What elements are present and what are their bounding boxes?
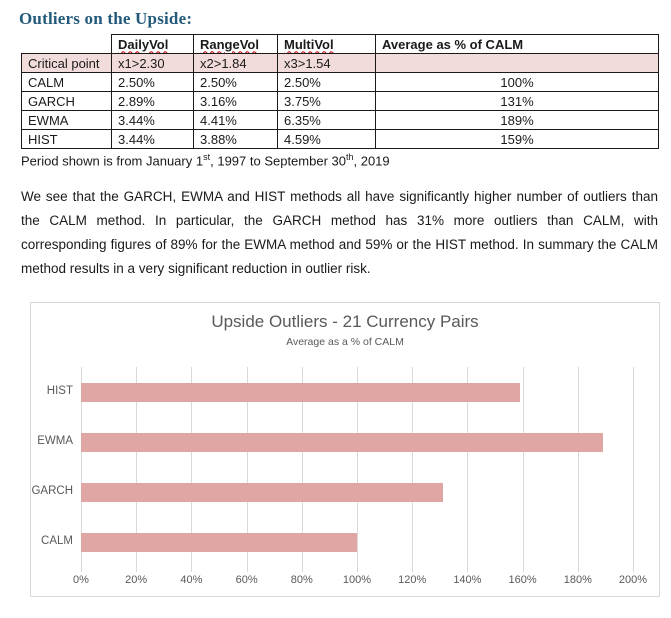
table-header-blank-cell bbox=[22, 35, 112, 54]
period-note bbox=[21, 152, 671, 168]
column-header-label: RangeVol bbox=[200, 36, 259, 52]
bar-hist bbox=[81, 383, 520, 402]
table-row-ewma bbox=[22, 111, 659, 130]
ordinal-superscript: st bbox=[203, 152, 211, 162]
table-cell: 100% bbox=[376, 73, 659, 92]
column-header-average: Average as % of CALM bbox=[376, 35, 659, 54]
gridline bbox=[523, 367, 524, 572]
gridline bbox=[578, 367, 579, 572]
bar-chart-frame bbox=[30, 302, 660, 597]
x-axis-tick-label: 60% bbox=[235, 574, 258, 587]
x-axis-tick-label: 0% bbox=[73, 574, 89, 587]
table-cell: 2.50% bbox=[112, 73, 194, 92]
gridline bbox=[633, 367, 634, 572]
x-axis-tick-label: 140% bbox=[453, 574, 482, 587]
table-cell: 3.75% bbox=[278, 92, 376, 111]
table-cell: 189% bbox=[376, 111, 659, 130]
outliers-table bbox=[21, 34, 659, 149]
category-label-hist: HIST bbox=[46, 385, 73, 398]
bar-calm bbox=[81, 533, 357, 552]
chart-subtitle: Average as a % of CALM bbox=[286, 336, 404, 349]
table-cell: 3.16% bbox=[194, 92, 278, 111]
row-label: CALM bbox=[22, 73, 112, 92]
table-cell: 2.50% bbox=[278, 73, 376, 92]
analysis-paragraph: We see that the GARCH, EWMA and HIST methods all have significantly higher number of outliers than the CALM method. In particular, the GARCH method has 31% more outliers than CALM, with corresponding figures of 89% for the EWMA method and 59% or the HIST method. In summary the CALM method results in a very significant reduction in outlier risk. bbox=[21, 189, 658, 277]
table-cell: 2.89% bbox=[112, 92, 194, 111]
x-axis-tick-label: 40% bbox=[180, 574, 203, 587]
row-label: GARCH bbox=[22, 92, 112, 111]
category-label-garch: GARCH bbox=[31, 485, 73, 498]
column-header-rangevol bbox=[194, 35, 278, 54]
x-axis-tick-label: 100% bbox=[342, 574, 372, 587]
x-axis-tick-label: 80% bbox=[290, 574, 313, 587]
x-axis-tick-label: 200% bbox=[618, 574, 648, 587]
period-note-text: , 1997 to September 30 bbox=[210, 153, 346, 169]
section-heading: Outliers on the Upside: bbox=[19, 9, 193, 28]
row-label: EWMA bbox=[22, 111, 112, 130]
table-cell: x1>2.30 bbox=[112, 54, 194, 73]
column-header-label: DailyVol bbox=[118, 36, 169, 52]
x-axis-tick-label: 120% bbox=[398, 574, 427, 587]
category-label-ewma: EWMA bbox=[37, 435, 73, 448]
period-note-text: , 2019 bbox=[353, 153, 390, 169]
bar-ewma bbox=[81, 433, 603, 452]
table-row-hist bbox=[22, 130, 659, 149]
table-cell: 3.44% bbox=[112, 111, 194, 130]
table-cell: x3>1.54 bbox=[278, 54, 376, 73]
chart-plot-area bbox=[81, 367, 633, 567]
table-row-calm bbox=[22, 73, 659, 92]
table-cell: 3.88% bbox=[194, 130, 278, 149]
x-axis-tick-label: 20% bbox=[125, 574, 148, 587]
column-header-multivol bbox=[278, 35, 376, 54]
row-label: Critical point bbox=[22, 54, 112, 73]
ordinal-superscript: th bbox=[345, 152, 354, 162]
x-axis-tick-label: 160% bbox=[508, 574, 537, 587]
column-header-dailyvol bbox=[112, 35, 194, 54]
row-label: HIST bbox=[22, 130, 112, 149]
document-page bbox=[0, 9, 671, 618]
category-label-calm: CALM bbox=[41, 535, 73, 548]
table-cell: 4.59% bbox=[278, 130, 376, 149]
table-row-critical-point bbox=[22, 54, 659, 73]
table-cell: 3.44% bbox=[112, 130, 194, 149]
x-axis-tick-label: 180% bbox=[563, 574, 592, 587]
table-cell: x2>1.84 bbox=[194, 54, 278, 73]
chart-title: Upside Outliers - 21 Currency Pairs bbox=[211, 312, 479, 332]
table-cell bbox=[376, 54, 659, 73]
table-cell: 131% bbox=[376, 92, 659, 111]
table-row-garch bbox=[22, 92, 659, 111]
table-cell: 6.35% bbox=[278, 111, 376, 130]
table-cell: 4.41% bbox=[194, 111, 278, 130]
period-note-text: Period shown is from January 1 bbox=[21, 153, 204, 169]
table-cell: 159% bbox=[376, 130, 659, 149]
table-header-row bbox=[22, 35, 659, 54]
table-cell: 2.50% bbox=[194, 73, 278, 92]
bar-garch bbox=[81, 483, 443, 502]
column-header-label: MultiVol bbox=[284, 36, 334, 52]
